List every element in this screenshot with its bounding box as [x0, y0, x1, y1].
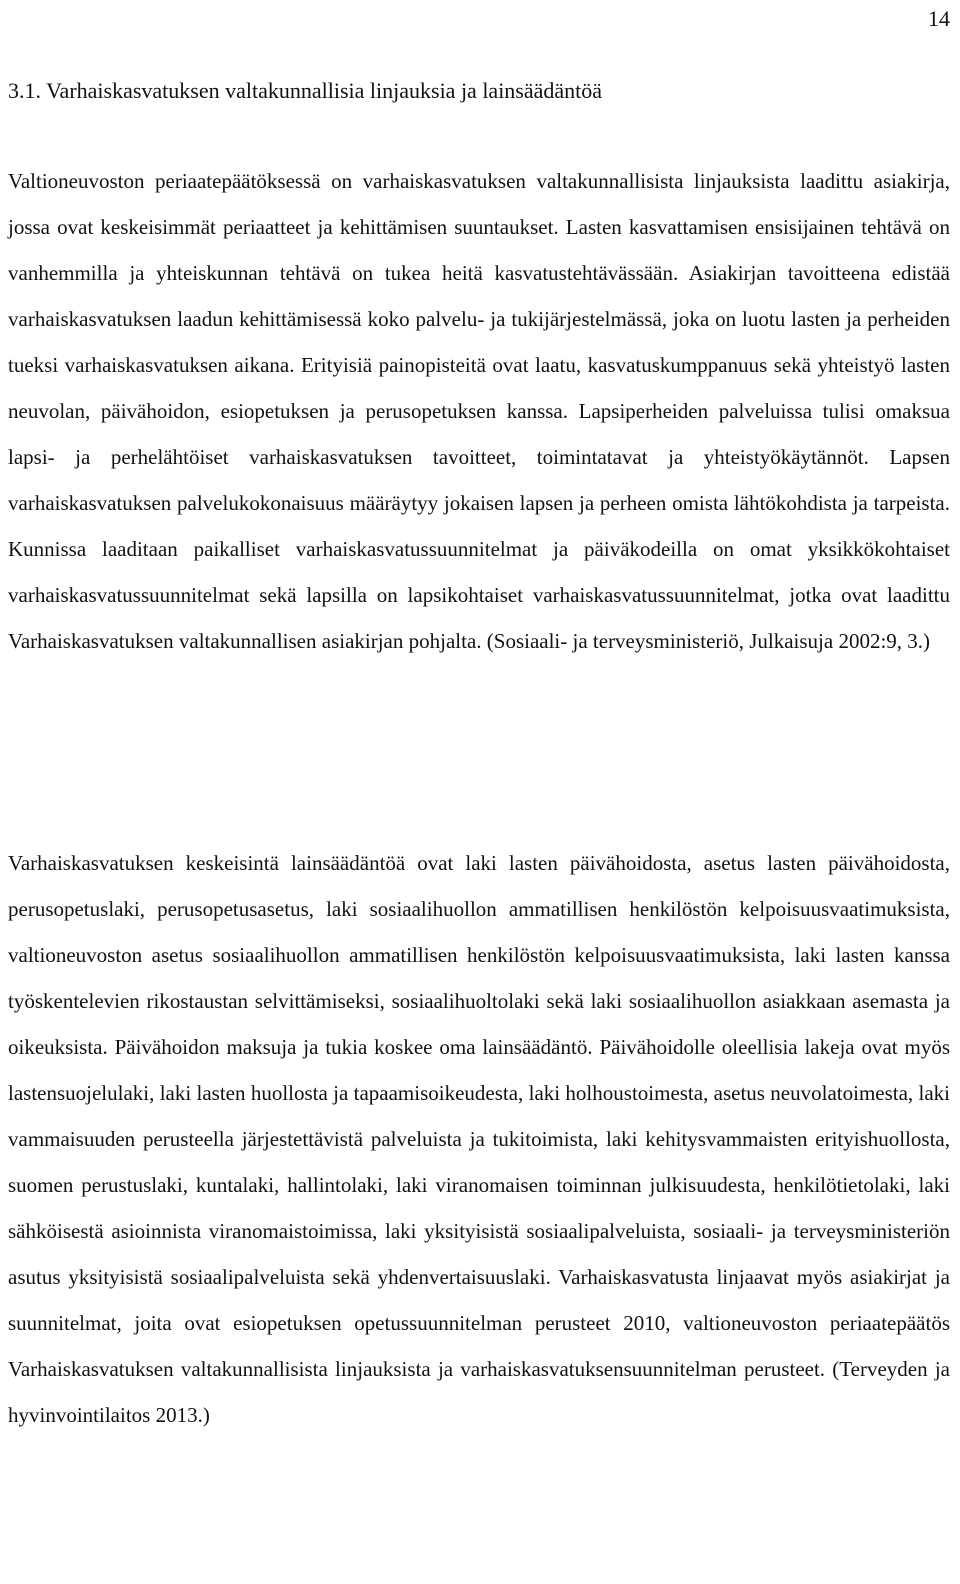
page-number: 14 — [928, 6, 950, 31]
paragraph-legislation: Varhaiskasvatuksen keskeisintä lainsäädäntöä ovat laki lasten päivähoidosta, asetus lasten päivähoidosta, perusopetuslaki, perusopetusasetus, laki sosiaalihuollon ammatillisen henkilöstön kelpoisuusvaatimuksista, valtioneuvoston asetus sosiaalihuollon ammatillisen henkilöstön kelpoisuusvaatimuksista, laki lasten kanssa työskentelevien rikostaustan selvittämiseksi, sosiaalihuoltolaki sekä laki sosiaalihuollon asiakkaan asemasta ja oikeuksista. Päivähoidon maksuja ja tukia koskee oma lainsäädäntö. Päivähoidolle oleellisia lakeja ovat myös lastensuojelulaki, laki lasten huollosta ja tapaamisoikeudesta, laki holhoustoimesta, asetus neuvolatoimesta, laki vammaisuuden perusteella järjestettävistä palveluista ja tukitoimista, laki kehitysvammaisten erityishuollosta, suomen perustuslaki, kuntalaki, hallintolaki, laki viranomaisen toiminnan julkisuudesta, henkilötietolaki, laki sähköisestä asioinnista viranomaistoimissa, laki yksityisistä sosiaalipalveluista, sosiaali- ja terveysministeriön asutus yksityisistä sosiaalipalveluista sekä yhdenvertaisuuslaki. Varhaiskasvatusta linjaavat myös asiakirjat ja suunnitelmat, joita ovat esiopetuksen opetussuunnitelman perusteet 2010, valtioneuvoston periaatepäätös Varhaiskasvatuksen valtakunnallisista linjauksista ja varhaiskasvatuksensuunnitelman perusteet. (Terveyden ja hyvinvointilaitos 2013.) — [8, 851, 950, 1427]
paragraph-guidelines: Valtioneuvoston periaatepäätöksessä on varhaiskasvatuksen valtakunnallisista linjauksista laadittu asiakirja, jossa ovat keskeisimmät periaatteet ja kehittämisen suuntaukset. Lasten kasvattamisen ensisijainen tehtävä on vanhemmilla ja yhteiskunnan tehtävä on tukea heitä kasvatustehtävässään. Asiakirjan tavoitteena edistää varhaiskasvatuksen laadun kehittämisessä koko palvelu- ja tukijärjestelmässä, joka on luotu lasten ja perheiden tueksi varhaiskasvatuksen aikana. Erityisiä painopisteitä ovat laatu, kasvatuskumppanuus sekä yhteistyö lasten neuvolan, päivähoidon, esiopetuksen ja perusopetuksen kanssa. Lapsiperheiden palveluissa tulisi omaksua lapsi- ja perhelähtöiset varhaiskasvatuksen tavoitteet, toimintatavat ja yhteistyökäytännöt. Lapsen varhaiskasvatuksen palvelukokonaisuus määräytyy jokaisen lapsen ja perheen omista lähtökohdista ja tarpeista. Kunnissa laaditaan paikalliset varhaiskasvatussuunnitelmat ja päiväkodeilla on omat yksikkökohtaiset varhaiskasvatussuunnitelmat sekä lapsilla on lapsikohtaiset varhaiskasvatussuunnitelmat, jotka ovat laadittu Varhaiskasvatuksen valtakunnallisen asiakirjan pohjalta. (Sosiaali- ja terveysministeriö, Julkaisuja 2002:9, 3.) — [8, 169, 950, 653]
section-heading: 3.1. Varhaiskasvatuksen valtakunnallisia linjauksia ja lainsäädäntöä — [8, 78, 603, 103]
